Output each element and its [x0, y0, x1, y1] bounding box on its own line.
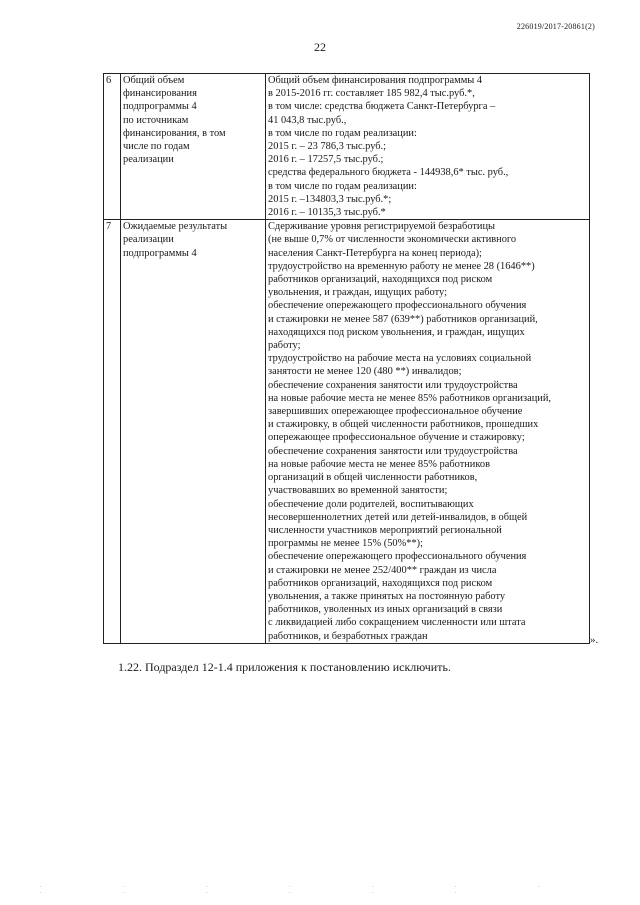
content-line: 2015 г. – 23 786,3 тыс.руб.;	[268, 141, 387, 153]
content-line: в том числе по годам реализации:	[268, 127, 417, 139]
content-line: организаций в общей численности работников,	[268, 472, 478, 484]
content-line: 2016 г. – 10135,3 тыс.руб.*	[268, 207, 386, 219]
content-line: 2015 г. –134803,3 тыс.руб.*;	[268, 193, 392, 205]
content-line: обеспечение сохранения занятости или трудоустройства	[268, 445, 518, 457]
content-line: и стажировки не менее 587 (639**) работников организаций,	[268, 313, 538, 325]
document-id: 226019/2017-20861(2)	[516, 22, 595, 31]
title-line: подпрограммы 4	[123, 247, 197, 259]
table-row	[104, 220, 590, 644]
content-line: работников организаций, находящихся под риском	[268, 577, 493, 589]
content-line: завершивших опережающее профессиональное обучение	[268, 406, 523, 418]
content-line: опережающее профессиональное обучение и стажировку;	[268, 432, 525, 444]
content-line: увольнения, и граждан, ищущих работу;	[268, 287, 447, 299]
content-line: Общий объем финансирования подпрограммы 4	[268, 75, 483, 86]
row-number: 6	[104, 74, 121, 220]
content-line: программы не менее 15% (50%**);	[268, 538, 423, 550]
title-line: числе по годам	[123, 141, 190, 153]
content-line: 2016 г. – 17257,5 тыс.руб.;	[268, 154, 384, 166]
content-line: обеспечение опережающего профессионального обучения	[268, 551, 527, 563]
title-line: подпрограммы 4	[123, 101, 197, 113]
program-table	[103, 73, 590, 644]
content-line: численности участников мероприятий региональной	[268, 524, 502, 536]
content-line: обеспечение доли родителей, воспитывающих	[268, 498, 474, 510]
content-line: 41 043,8 тыс.руб.,	[268, 114, 347, 126]
content-line: в 2015-2016 гг. составляет 185 982,4 тыс.руб.*,	[268, 88, 475, 100]
amendment-note: 1.22. Подраздел 12-1.4 приложения к постановлению исключить.	[118, 660, 451, 674]
row-title	[121, 220, 266, 644]
content-line: несовершеннолетних детей или детей-инвалидов, в общей	[268, 511, 528, 523]
content-line: и стажировку, в общей численности работников, прошедших	[268, 419, 539, 431]
content-line: трудоустройство на рабочие места на условиях социальной	[268, 353, 532, 365]
content-line: (не выше 0,7% от численности экономически активного	[268, 234, 517, 246]
row-title	[121, 74, 266, 220]
content-line: увольнения, а также принятых на постоянную работу	[268, 590, 506, 602]
content-line: работников, уволенных из иных организаций в связи	[268, 604, 503, 616]
title-line: по источникам	[123, 114, 189, 126]
content-line: в том числе по годам реализации:	[268, 180, 417, 192]
content-line: трудоустройство на временную работу не менее 28 (1646**)	[268, 260, 535, 272]
content-line: находящихся под риском увольнения, и граждан, ищущих	[268, 326, 525, 338]
content-line: занятости не менее 120 (480 **) инвалидов;	[268, 366, 462, 378]
content-line: населения Санкт-Петербурга на конец периода);	[268, 247, 482, 259]
content-line: на новые рабочие места не менее 85% работников организаций,	[268, 392, 551, 404]
title-line: Общий объем	[123, 75, 185, 86]
row-content	[266, 74, 590, 220]
content-line: на новые рабочие места не менее 85% работников	[268, 458, 490, 470]
content-line: участвовавших во временной занятости;	[268, 485, 448, 497]
row-number: 7	[104, 220, 121, 644]
content-line: Сдерживание уровня регистрируемой безработицы	[268, 221, 496, 233]
title-line: реализации	[123, 154, 174, 166]
content-line: обеспечение сохранения занятости или трудоустройства	[268, 379, 518, 391]
page-number: 22	[314, 40, 326, 54]
title-line: Ожидаемые результаты	[123, 221, 228, 233]
title-line: финансирования	[123, 88, 197, 100]
table-row	[104, 74, 590, 220]
content-line: и стажировки не менее 252/400** граждан из числа	[268, 564, 497, 576]
content-line: средства федерального бюджета - 144938,6* тыс. руб.,	[268, 167, 509, 179]
content-line: работу;	[268, 340, 301, 352]
content-line: работников, и безработных граждан	[268, 630, 428, 642]
title-line: реализации	[123, 234, 174, 246]
footer-marks: . . . . . . . . . . . . .	[40, 883, 580, 895]
content-line: в том числе: средства бюджета Санкт-Петербурга –	[268, 101, 496, 113]
content-line: с ликвидацией либо сокращением численности или штата	[268, 617, 526, 629]
row-content	[266, 220, 590, 644]
content-line: обеспечение опережающего профессионального обучения	[268, 300, 527, 312]
closing-quote-mark: ».	[590, 634, 599, 646]
title-line: финансирования, в том	[123, 127, 226, 139]
content-line: работников организаций, находящихся под риском	[268, 274, 493, 286]
